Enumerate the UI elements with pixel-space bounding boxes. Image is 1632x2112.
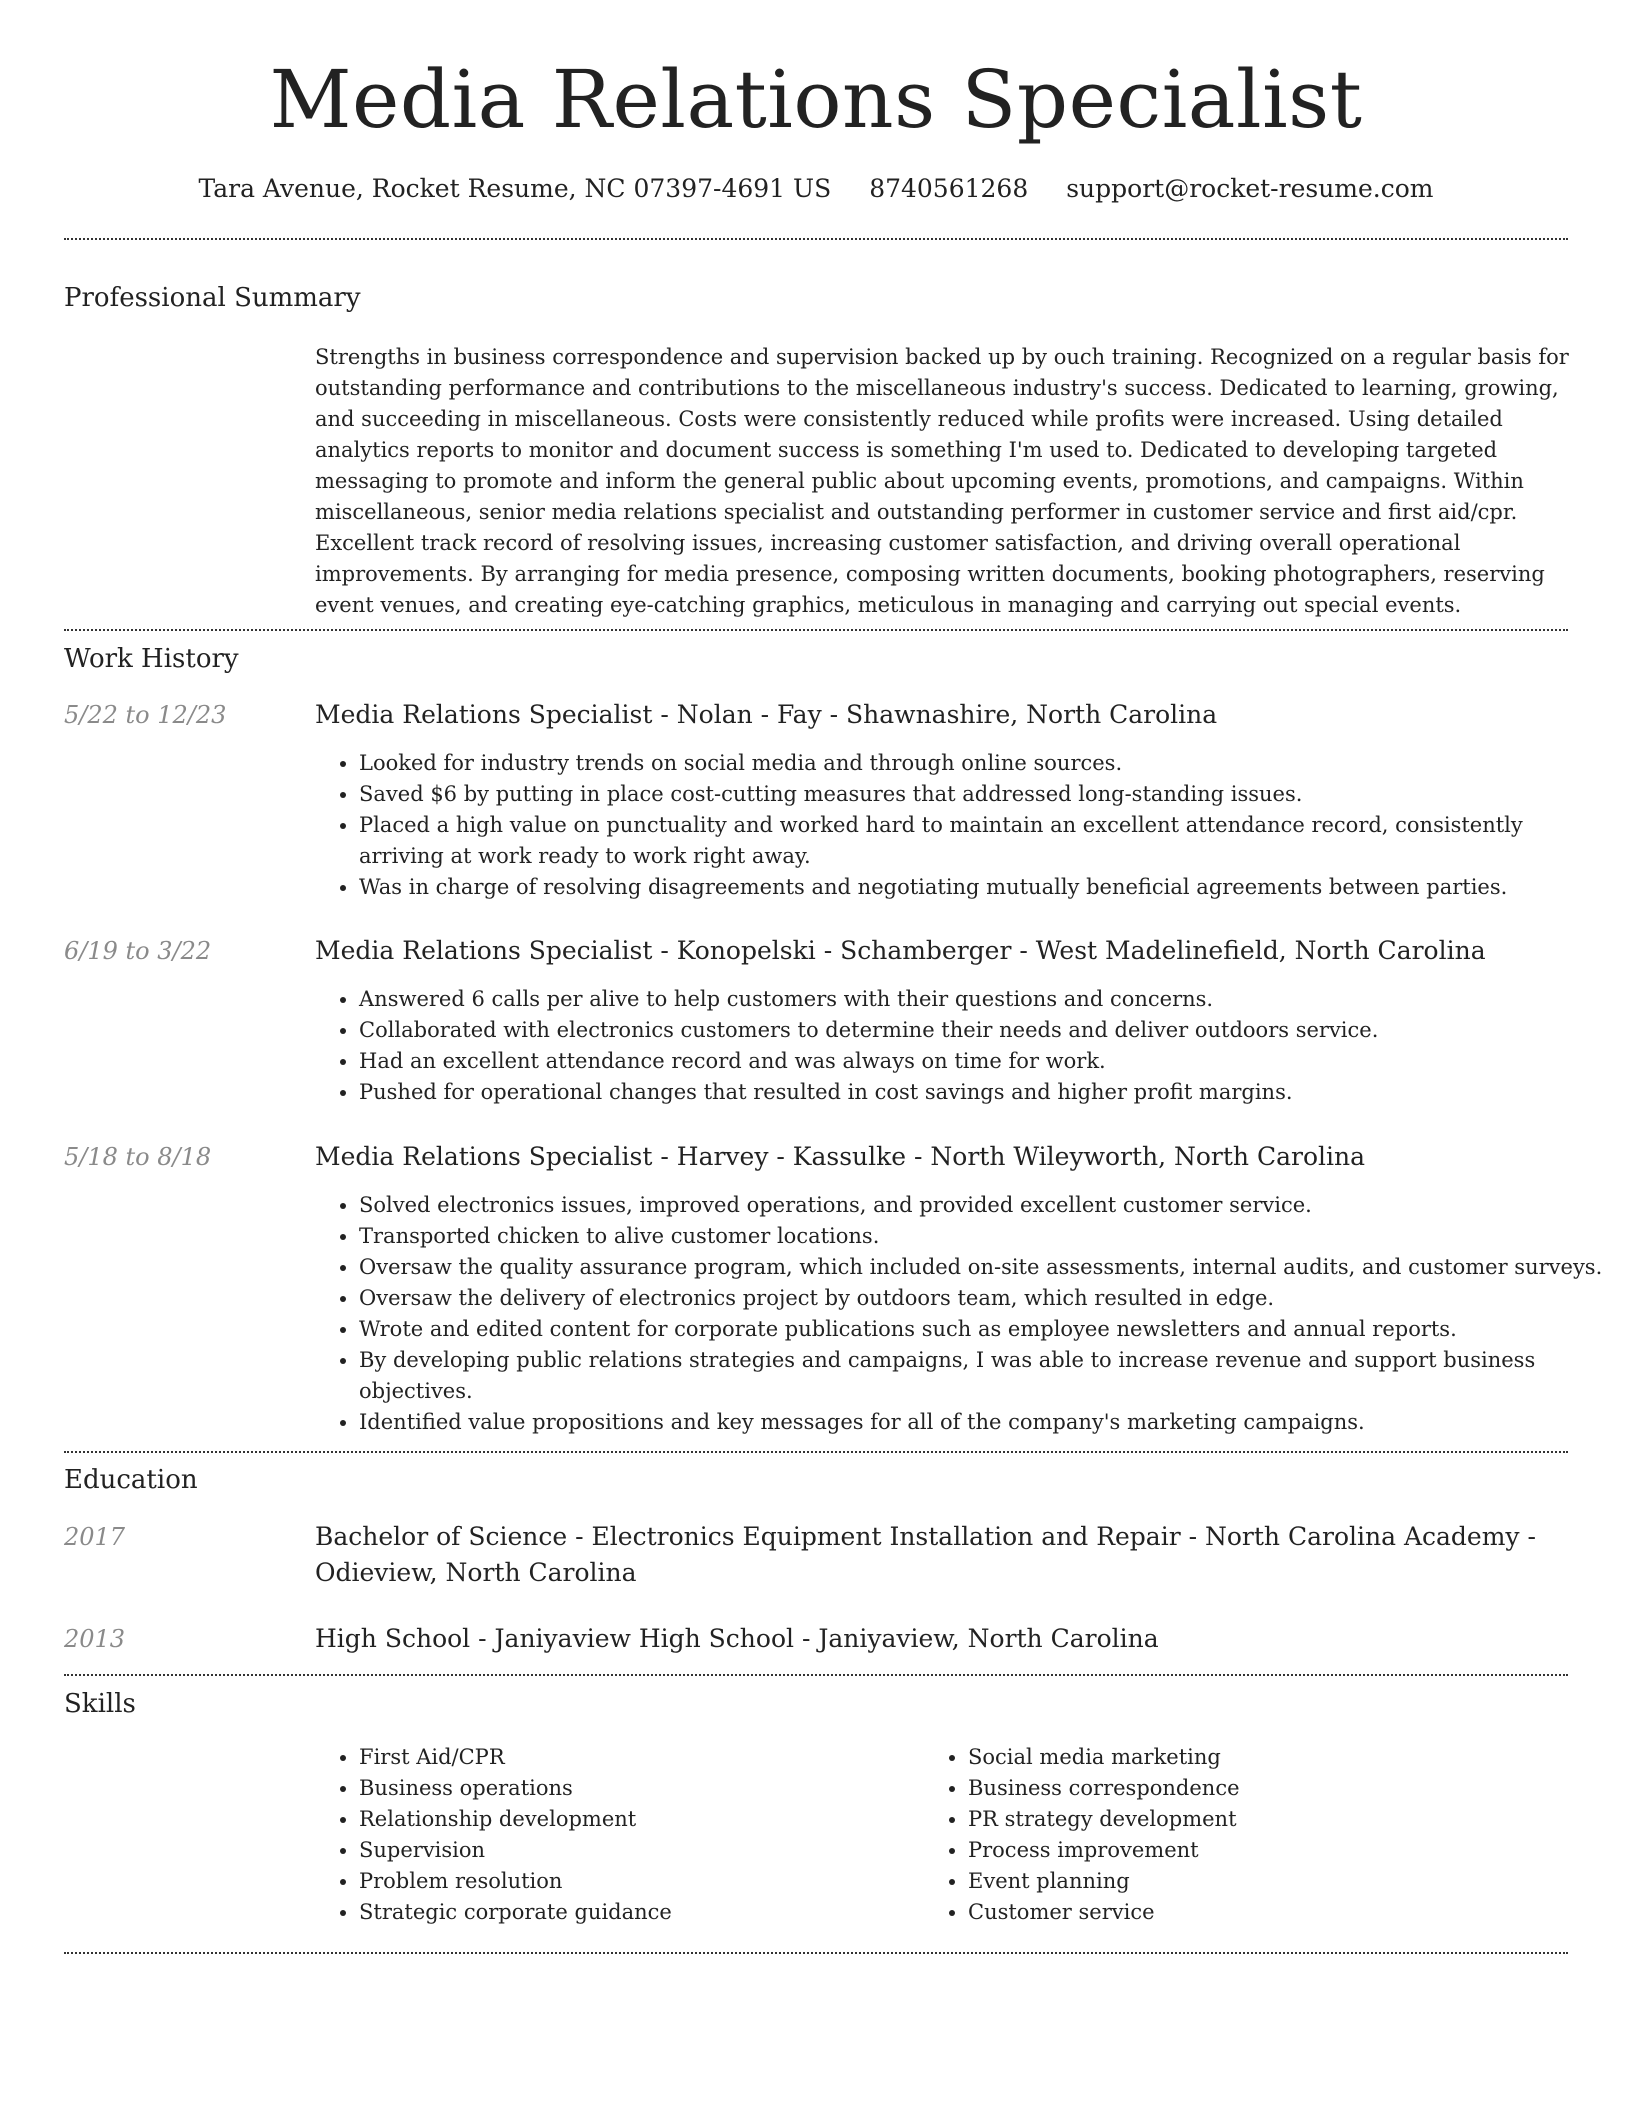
job-bullet: • Answered 6 calls per alive to help customers with their questions and concerns. [359, 984, 1604, 1015]
contact-address: Tara Avenue, Rocket Resume, NC 07397-4691 US [198, 174, 832, 203]
skill-item: • Social media marketing [968, 1742, 1528, 1773]
education-year: 2017 [64, 1523, 126, 1551]
job-bullet: • Oversaw the delivery of electronics project by outdoors team, which resulted in edge. [359, 1283, 1604, 1314]
skill-item: • Event planning [968, 1866, 1528, 1897]
skill-item: • Process improvement [968, 1835, 1528, 1866]
job-bullet: • Placed a high value on punctuality and worked hard to maintain an excellent attendance record, consistently arriving at work ready to work right away. [359, 810, 1604, 872]
job-title: Media Relations Specialist - Konopelski - Schamberger - West Madelinefield, North Carolina [315, 936, 1486, 965]
summary-text: Strengths in business correspondence and supervision backed up by ouch training. Recognized on a regular basis for outstanding performance and contributions to the miscellaneous industry's success. Dedicated to learning, growing, and succeeding in miscellaneous. Costs were consistently reduced while profits were increased. Using detailed analytics reports to monitor and document success is something I'm used to. Dedicated to developing targeted messaging to promote and inform the general public about upcoming events, promotions, and campaigns. Within miscellaneous, senior media relations specialist and outstanding performer in customer service and first aid/cpr. Excellent track record of resolving issues, increasing customer satisfaction, and driving overall operational improvements. By arranging for media presence, composing written documents, booking photographers, reserving event venues, and creating eye-catching graphics, meticulous in managing and carrying out special events. [315, 345, 1569, 617]
job-bullet: • Oversaw the quality assurance program, which included on-site assessments, internal audits, and customer surveys. [359, 1252, 1604, 1283]
job-bullets [315, 748, 1604, 903]
job-bullet: • Pushed for operational changes that resulted in cost savings and higher profit margins. [359, 1077, 1604, 1108]
job-bullet: • Solved electronics issues, improved operations, and provided excellent customer service. [359, 1190, 1604, 1221]
job-bullets [315, 1190, 1604, 1438]
job-title: Media Relations Specialist - Harvey - Kassulke - North Wileyworth, North Carolina [315, 1142, 1366, 1171]
job-bullet: • Looked for industry trends on social media and through online sources. [359, 748, 1604, 779]
skill-item: • Business operations [359, 1773, 919, 1804]
job-bullet: • Identified value propositions and key messages for all of the company's marketing campaigns. [359, 1407, 1604, 1438]
resume-title: Media Relations Specialist [269, 53, 1363, 146]
skill-item: • PR strategy development [968, 1804, 1528, 1835]
skills-list-right [924, 1742, 1528, 1928]
job-bullet: • Had an excellent attendance record and was always on time for work. [359, 1046, 1604, 1077]
contact-line [0, 172, 1632, 206]
job-bullet: • Was in charge of resolving disagreements and negotiating mutually beneficial agreements between parties. [359, 872, 1604, 903]
contact-phone: 8740561268 [869, 174, 1029, 203]
job-dates: 5/18 to 8/18 [64, 1143, 212, 1171]
skill-item: • Strategic corporate guidance [359, 1897, 919, 1928]
skill-item: • Problem resolution [359, 1866, 919, 1897]
section-divider [64, 1451, 1568, 1453]
job-bullet: • Saved $6 by putting in place cost-cutting measures that addressed long-standing issues. [359, 779, 1604, 810]
contact-email: support@rocket-resume.com [1066, 174, 1434, 203]
skill-item: • Business correspondence [968, 1773, 1528, 1804]
section-divider [64, 629, 1568, 631]
education-entry: High School - Janiyaview High School - Janiyaview, North Carolina [315, 1624, 1159, 1653]
job-dates: 6/19 to 3/22 [64, 937, 212, 965]
skill-item: • First Aid/CPR [359, 1742, 919, 1773]
skills-list-left [315, 1742, 919, 1928]
job-dates: 5/22 to 12/23 [64, 701, 227, 729]
work-history-heading: Work History [64, 644, 239, 674]
education-entry: Bachelor of Science - Electronics Equipment Installation and Repair - North Carolina Academy - Odieview, North Carolina [315, 1522, 1536, 1587]
education-heading: Education [64, 1465, 198, 1495]
job-bullet: • Wrote and edited content for corporate publications such as employee newsletters and annual reports. [359, 1314, 1604, 1345]
job-title: Media Relations Specialist - Nolan - Fay - Shawnashire, North Carolina [315, 700, 1218, 729]
job-bullets [315, 984, 1604, 1108]
section-divider [64, 1674, 1568, 1676]
skills-heading: Skills [64, 1689, 136, 1719]
job-bullet: • Transported chicken to alive customer locations. [359, 1221, 1604, 1252]
job-bullet: • By developing public relations strategies and campaigns, I was able to increase revenue and support business objectives. [359, 1345, 1604, 1407]
skill-item: • Customer service [968, 1897, 1528, 1928]
education-year: 2013 [64, 1625, 126, 1653]
section-divider [64, 1952, 1568, 1954]
summary-heading: Professional Summary [64, 283, 361, 313]
section-divider [64, 238, 1568, 240]
skill-item: • Supervision [359, 1835, 919, 1866]
job-bullet: • Collaborated with electronics customers to determine their needs and deliver outdoors service. [359, 1015, 1604, 1046]
skill-item: • Relationship development [359, 1804, 919, 1835]
